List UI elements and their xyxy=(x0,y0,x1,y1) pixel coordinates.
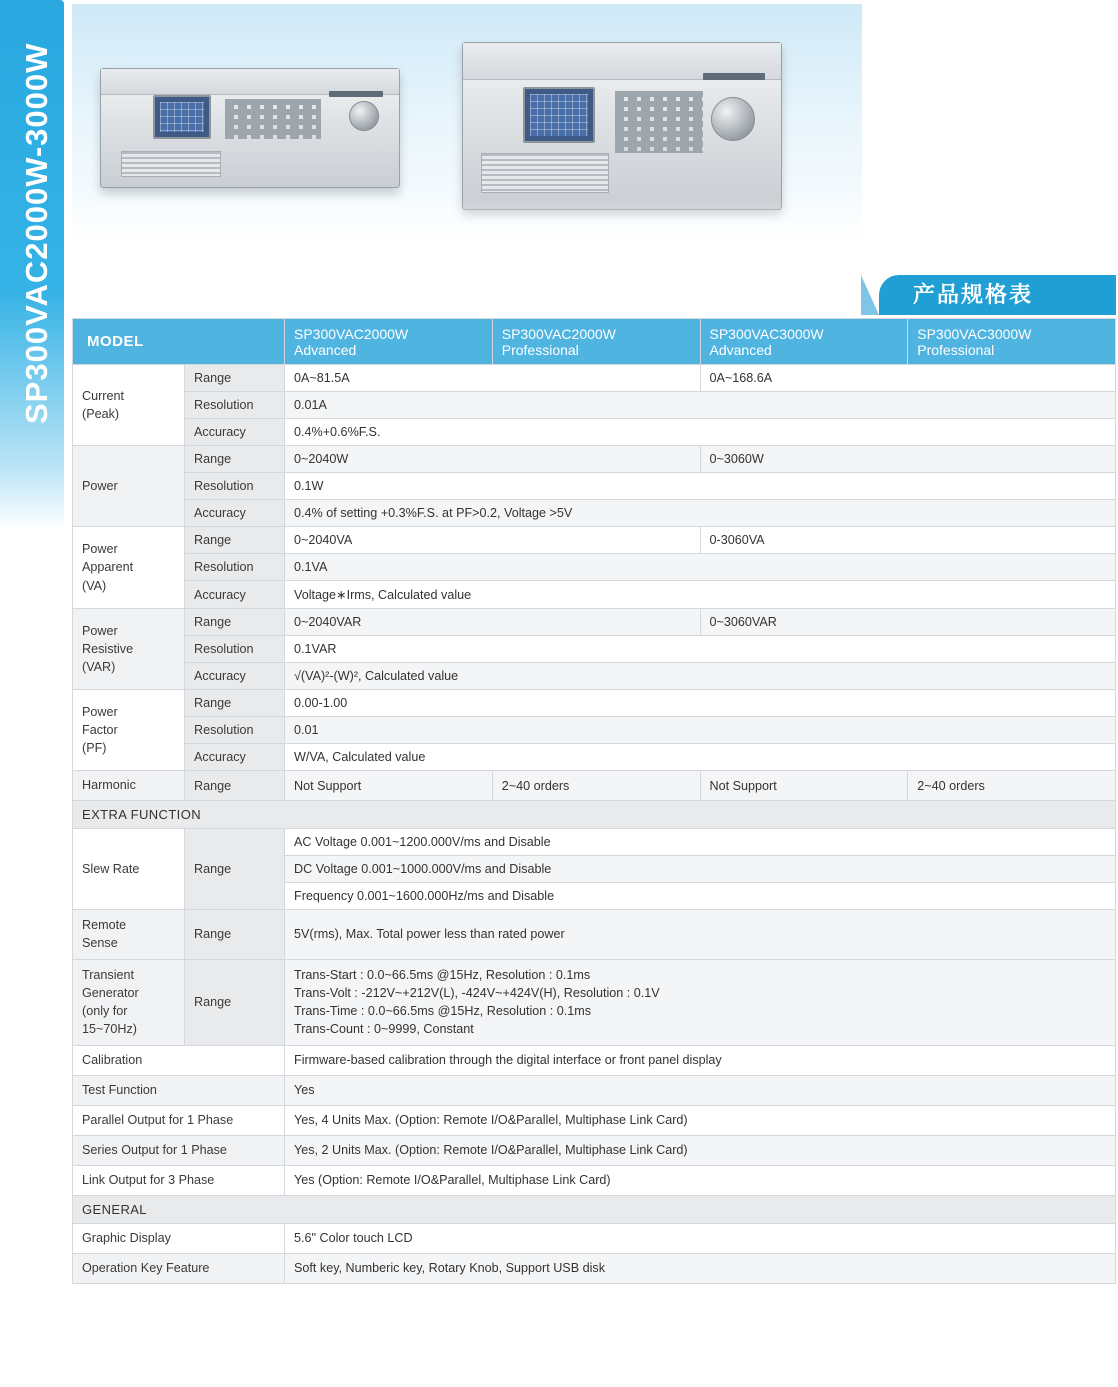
row-sub-range: Range xyxy=(185,609,285,636)
device-knob xyxy=(711,97,755,141)
group-label-power: Power xyxy=(73,446,185,527)
cell-slew-dc: DC Voltage 0.001~1000.000V/ms and Disable xyxy=(285,856,1116,883)
device-vent xyxy=(121,151,221,177)
header-col-3-line1: SP300VAC3000W xyxy=(709,325,824,342)
transient-line-2: Trans-Volt : -212V~+212V(L), -424V~+424V(H), Resolution : 0.1V xyxy=(294,985,660,1000)
group-label-power-resistive: Power Resistive (VAR) xyxy=(73,609,185,690)
label-parallel-output: Parallel Output for 1 Phase xyxy=(73,1105,285,1135)
label-link-output: Link Output for 3 Phase xyxy=(73,1165,285,1195)
device-keypad xyxy=(615,91,703,153)
header-col-4-line2: Professional xyxy=(917,341,995,358)
header-col-3-line2: Advanced xyxy=(709,341,772,358)
cell-current-range-right: 0A~168.6A xyxy=(700,365,1116,392)
photo-fade xyxy=(72,199,862,259)
cell-power-accuracy: 0.4% of setting +0.3%F.S. at PF>0.2, Voltage >5V xyxy=(285,500,1116,527)
value-test-function: Yes xyxy=(285,1075,1116,1105)
table-row xyxy=(73,1253,1116,1283)
label-series-output: Series Output for 1 Phase xyxy=(73,1135,285,1165)
cell-harmonic-c4: 2~40 orders xyxy=(908,771,1116,801)
table-row xyxy=(73,717,1116,744)
row-sub-resolution: Resolution xyxy=(185,636,285,663)
cell-harmonic-c3: Not Support xyxy=(700,771,908,801)
cell-var-resolution: 0.1VAR xyxy=(285,636,1116,663)
table-row xyxy=(73,690,1116,717)
table-row xyxy=(73,1075,1116,1105)
table-row xyxy=(73,744,1116,771)
header-col-1-line2: Advanced xyxy=(294,341,357,358)
value-parallel-output: Yes, 4 Units Max. (Option: Remote I/O&Parallel, Multiphase Link Card) xyxy=(285,1105,1116,1135)
table-row xyxy=(73,1105,1116,1135)
table-row xyxy=(73,829,1116,856)
var-formula: √(VA)²-(W)² xyxy=(294,669,359,683)
row-sub-accuracy: Accuracy xyxy=(185,581,285,609)
cell-current-accuracy: 0.4%+0.6%F.S. xyxy=(285,419,1116,446)
device-screen xyxy=(523,87,595,143)
device-vent xyxy=(481,153,609,193)
cell-pf-accuracy: W/VA, Calculated value xyxy=(285,744,1116,771)
row-sub-range: Range xyxy=(185,829,285,910)
cell-current-resolution: 0.01A xyxy=(285,392,1116,419)
table-row xyxy=(73,1165,1116,1195)
device-keypad xyxy=(225,99,321,139)
cell-power-range-left: 0~2040W xyxy=(285,446,701,473)
cell-harmonic-c2: 2~40 orders xyxy=(492,771,700,801)
cell-slew-ac: AC Voltage 0.001~1200.000V/ms and Disable xyxy=(285,829,1116,856)
table-section-row xyxy=(73,801,1116,829)
table-row xyxy=(73,1045,1116,1075)
table-row xyxy=(73,581,1116,609)
table-row xyxy=(73,365,1116,392)
cell-slew-freq: Frequency 0.001~1600.000Hz/ms and Disable xyxy=(285,883,1116,910)
device-front xyxy=(462,42,782,210)
group-label-power-factor: Power Factor (PF) xyxy=(73,690,185,771)
device-rear xyxy=(100,68,400,188)
cell-remote-sense-value: 5V(rms), Max. Total power less than rated power xyxy=(285,910,1116,960)
device-brand-band xyxy=(329,91,383,97)
label-test-function: Test Function xyxy=(73,1075,285,1105)
product-photo xyxy=(72,4,862,259)
header-col-2-line1: SP300VAC2000W xyxy=(501,325,616,342)
table-row xyxy=(73,663,1116,690)
table-header-row xyxy=(73,319,1116,365)
header-col-1-line1: SP300VAC2000W xyxy=(294,325,409,342)
row-sub-range: Range xyxy=(185,690,285,717)
section-general: GENERAL xyxy=(73,1195,1116,1223)
cell-power-resolution: 0.1W xyxy=(285,473,1116,500)
table-row xyxy=(73,1135,1116,1165)
group-label-slew-rate: Slew Rate xyxy=(73,829,185,910)
transient-line-1: Trans-Start : 0.0~66.5ms @15Hz, Resolution : 0.1ms xyxy=(294,967,591,982)
header-model: MODEL xyxy=(73,319,285,365)
spec-banner: 产品规格表 xyxy=(879,275,1116,315)
cell-var-range-right: 0~3060VAR xyxy=(700,609,1116,636)
table-row xyxy=(73,1223,1116,1253)
row-sub-range: Range xyxy=(185,910,285,960)
group-label-remote-sense: Remote Sense xyxy=(73,910,185,960)
table-row xyxy=(73,636,1116,663)
cell-va-resolution: 0.1VA xyxy=(285,554,1116,581)
row-sub-range: Range xyxy=(185,959,285,1045)
cell-pf-resolution: 0.01 xyxy=(285,717,1116,744)
table-row xyxy=(73,473,1116,500)
group-label-transient: Transient Generator (only for 15~70Hz) xyxy=(73,959,185,1045)
table-row xyxy=(73,446,1116,473)
table-row xyxy=(73,554,1116,581)
table-row xyxy=(73,910,1116,960)
group-label-power-apparent: Power Apparent (VA) xyxy=(73,527,185,609)
label-operation-key: Operation Key Feature xyxy=(73,1253,285,1283)
header-col-2-line2: Professional xyxy=(501,341,579,358)
value-calibration: Firmware-based calibration through the digital interface or front panel display xyxy=(285,1045,1116,1075)
device-knob xyxy=(349,101,379,131)
cell-va-range-left: 0~2040VA xyxy=(285,527,701,554)
cell-harmonic-c1: Not Support xyxy=(285,771,493,801)
header-col-3 xyxy=(700,319,908,365)
header-col-2 xyxy=(492,319,700,365)
header-col-4-line1: SP300VAC3000W xyxy=(917,325,1032,342)
row-sub-resolution: Resolution xyxy=(185,717,285,744)
group-label-current: Current (Peak) xyxy=(73,365,185,446)
value-operation-key: Soft key, Numberic key, Rotary Knob, Support USB disk xyxy=(285,1253,1116,1283)
header-col-4 xyxy=(908,319,1116,365)
cell-var-range-left: 0~2040VAR xyxy=(285,609,701,636)
row-sub-range: Range xyxy=(185,771,285,801)
table-row xyxy=(73,959,1116,1045)
row-sub-resolution: Resolution xyxy=(185,473,285,500)
transient-line-3: Trans-Time : 0.0~66.5ms @15Hz, Resolution : 0.1ms xyxy=(294,1004,592,1018)
table-row xyxy=(73,527,1116,554)
row-sub-resolution: Resolution xyxy=(185,392,285,419)
table-row xyxy=(73,500,1116,527)
section-extra-function: EXTRA FUNCTION xyxy=(73,801,1116,829)
var-formula-suffix: , Calculated value xyxy=(358,669,459,683)
cell-var-accuracy xyxy=(285,663,1116,690)
group-label-harmonic: Harmonic xyxy=(73,771,185,801)
row-sub-accuracy: Accuracy xyxy=(185,744,285,771)
table-row xyxy=(73,419,1116,446)
value-link-output: Yes (Option: Remote I/O&Parallel, Multiphase Link Card) xyxy=(285,1165,1116,1195)
cell-va-accuracy: Voltage∗Irms, Calculated value xyxy=(285,581,1116,609)
specification-table xyxy=(72,318,1116,1284)
side-title-bar xyxy=(0,0,64,530)
value-graphic-display: 5.6" Color touch LCD xyxy=(285,1223,1116,1253)
table-row xyxy=(73,609,1116,636)
device-screen xyxy=(153,95,211,139)
device-brand-band xyxy=(703,73,765,80)
row-sub-resolution: Resolution xyxy=(185,554,285,581)
label-calibration: Calibration xyxy=(73,1045,285,1075)
label-graphic-display: Graphic Display xyxy=(73,1223,285,1253)
product-title: SP300VAC2000W-3000W xyxy=(19,42,54,424)
header-col-1 xyxy=(285,319,493,365)
row-sub-range: Range xyxy=(185,446,285,473)
table-row xyxy=(73,771,1116,801)
cell-transient-value xyxy=(285,959,1116,1045)
row-sub-accuracy: Accuracy xyxy=(185,663,285,690)
value-series-output: Yes, 2 Units Max. (Option: Remote I/O&Parallel, Multiphase Link Card) xyxy=(285,1135,1116,1165)
row-sub-accuracy: Accuracy xyxy=(185,419,285,446)
cell-va-range-right: 0-3060VA xyxy=(700,527,1116,554)
cell-power-range-right: 0~3060W xyxy=(700,446,1116,473)
row-sub-range: Range xyxy=(185,527,285,554)
table-section-row xyxy=(73,1195,1116,1223)
row-sub-accuracy: Accuracy xyxy=(185,500,285,527)
cell-pf-range: 0.00-1.00 xyxy=(285,690,1116,717)
table-row xyxy=(73,392,1116,419)
row-sub-range: Range xyxy=(185,365,285,392)
transient-line-4: Trans-Count : 0~9999, Constant xyxy=(294,1022,474,1037)
cell-current-range-left: 0A~81.5A xyxy=(285,365,701,392)
